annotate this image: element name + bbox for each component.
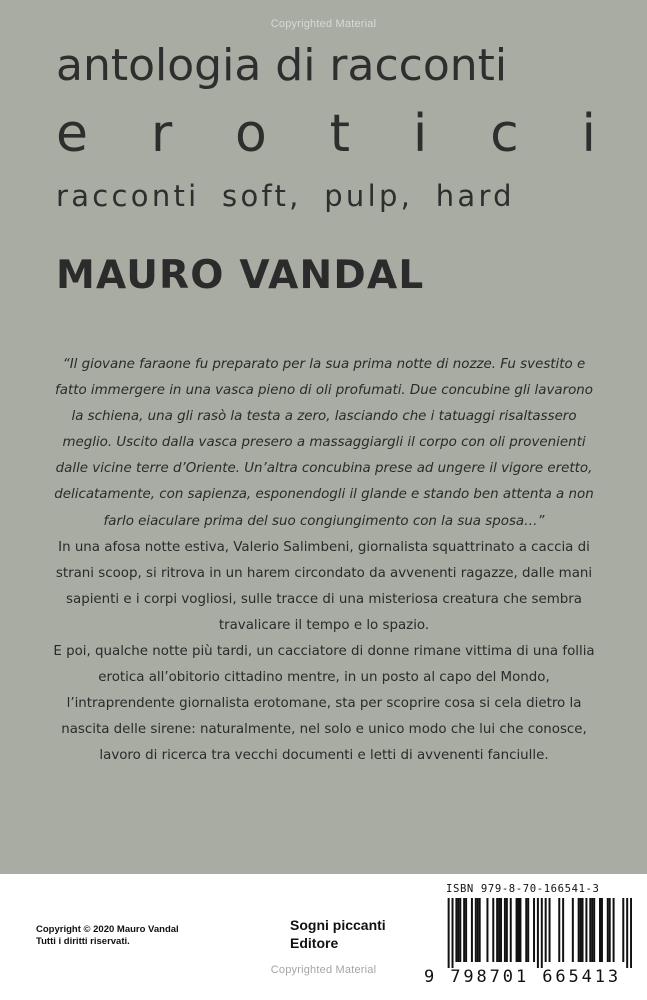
barcode-bar: [459, 898, 461, 962]
barcode-bar: [549, 898, 551, 962]
barcode-bar: [525, 898, 527, 962]
title-letter: e: [56, 104, 88, 164]
book-title-erotici: [56, 102, 596, 166]
barcode-bar: [500, 898, 502, 962]
barcode-bar: [572, 898, 574, 962]
author-name: MAURO VANDAL: [56, 253, 425, 298]
barcode-bar: [448, 898, 450, 968]
barcode-bar: [479, 898, 481, 962]
barcode-bar: [465, 898, 467, 962]
barcode-bar: [516, 898, 518, 962]
barcode-bar: [463, 898, 465, 962]
blurb-paragraph-1: In una afosa notte estiva, Valerio Salimbeni, giornalista squattrinato a caccia di strani scoop, si ritrova in un harem circondato da avvenenti ragazze, dalle mani sapienti e i corpi vogliosi, sulle tracce di una misteriosa creatura che sembra travalicare il tempo e lo spazio.: [55, 539, 593, 633]
barcode-bar: [601, 898, 603, 962]
barcode-bar: [477, 898, 479, 962]
barcode-bar: [609, 898, 611, 962]
barcode-bar: [496, 898, 498, 962]
barcode-bar: [599, 898, 601, 962]
barcode-bar: [498, 898, 500, 962]
barcode-bar: [510, 898, 512, 962]
publisher-name: [290, 916, 386, 952]
barcode-bar: [527, 898, 529, 962]
barcode-bar: [613, 898, 615, 962]
barcode-bar: [585, 898, 587, 962]
barcode-bar: [591, 898, 593, 962]
barcode-bar: [452, 898, 454, 968]
barcode-bar: [589, 898, 591, 962]
publisher-line: Sogni piccanti: [290, 917, 386, 933]
footer-panel: [0, 874, 647, 1000]
barcode-bar: [492, 898, 494, 962]
barcode-bar: [506, 898, 508, 962]
barcode-bar: [582, 898, 584, 962]
barcode-bar: [578, 898, 580, 962]
barcode-bar: [558, 898, 560, 962]
title-letter: t: [329, 104, 351, 164]
barcode-bar: [537, 898, 539, 968]
barcode-bar: [486, 898, 488, 962]
title-letter: i: [412, 104, 428, 164]
watermark-top: Copyrighted Material: [270, 18, 377, 30]
barcode-bar: [626, 898, 628, 968]
title-letter: i: [581, 104, 596, 164]
title-letter: r: [150, 104, 173, 164]
rights-line: Tutti i diritti riservati.: [36, 936, 130, 947]
barcode-icon: [436, 898, 632, 968]
copyright-notice: [36, 924, 179, 948]
barcode-bar: [580, 898, 582, 962]
barcode-bar: [519, 898, 521, 962]
barcode-bar: [457, 898, 459, 962]
barcode-bar: [541, 898, 543, 968]
barcode-bar: [475, 898, 477, 962]
copyright-line: Copyright © 2020 Mauro Vandal: [36, 924, 179, 935]
blurb-paragraph-2: E poi, qualche notte più tardi, un cacciatore di donne rimane vittima di una follia erotica all’obitorio cittadino mentre, in un posto al capo del Mondo, l’intraprendente giornalista erotomane, sta per scoprire cosa si cela dietro la nascita delle sirene: naturalmente, nel solo e unico modo che lui che conosce, lavoro di ricerca tra vecchi documenti e letti di avvenenti fanciulle.: [53, 644, 595, 764]
barcode-bar: [562, 898, 564, 962]
barcode-bar: [518, 898, 520, 962]
title-letter: c: [490, 104, 519, 164]
barcode-bar: [607, 898, 609, 962]
barcode-bar: [622, 898, 624, 962]
barcode-bar: [630, 898, 632, 968]
title-letter: o: [235, 104, 267, 164]
book-subtitle: racconti soft, pulp, hard: [56, 179, 515, 213]
barcode-bar: [455, 898, 457, 962]
isbn-label: ISBN 979-8-70-166541-3: [446, 883, 600, 895]
barcode-bar: [471, 898, 473, 962]
publisher-line: Editore: [290, 935, 339, 951]
watermark-bottom: Copyrighted Material: [270, 964, 377, 976]
book-title: antologia di racconti: [56, 40, 508, 91]
barcode-bar: [545, 898, 547, 962]
blurb-quote: “Il giovane faraone fu preparato per la sua prima notte di nozze. Fu svestito e fatto immergere in una vasca pieno di oli profumati. Due concubine gli lavarono la schiena, una gli rasò la testa a zero, lasciando che i tatuaggi risaltassero meglio. Uscito dalla vasca presero a massaggiargli il corpo con oli provenienti dalle vicine terre d’Oriente. Un’altra concubina prese ad ungere il vigore eretto, delicatamente, con sapienza, esponendogli il glande e stando ben attenta a non farlo eiaculare prima del suo congiungimento con la sua sposa…”: [54, 357, 594, 529]
ean-digits: 9 798701 665413: [424, 967, 622, 987]
barcode-bar: [533, 898, 535, 962]
back-cover-blurb: [52, 352, 596, 770]
barcode-bar: [504, 898, 506, 962]
barcode-bar: [593, 898, 595, 962]
